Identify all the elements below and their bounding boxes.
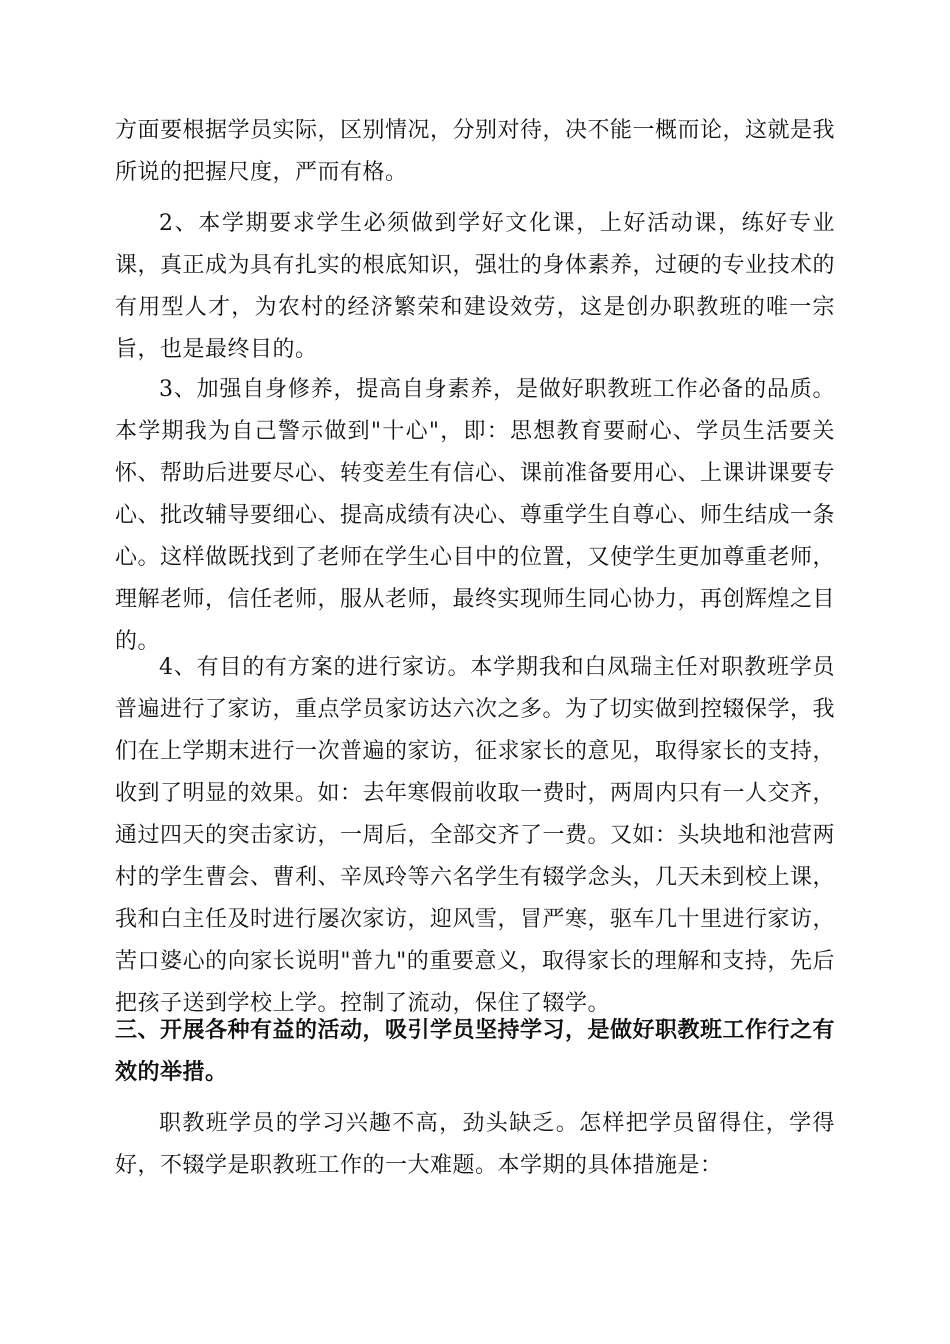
paragraph-item-3: 3、加强自身修养，提高自身素养，是做好职教班工作必备的品质。本学期我为自己警示做到"十心"，即：思想教育要耐心、学员生活要关怀、帮助后进要尽心、转变差生有信心、课前准备要用心、上课讲课要专心、批改辅导要细心、提高成绩有决心、尊重学生自尊心、师生结成一条心。这样做既找到了老师在学生心目中的位置，又使学生更加尊重老师，理解老师，信任老师，服从老师，最终实现师生同心协力，再创辉煌之目的。 (115, 377, 836, 654)
paragraph-section-3-intro: 职教班学员的学习兴趣不高，劲头缺乏。怎样把学员留得住，学得好，不辍学是职教班工作的一大难题。本学期的具体措施是： (115, 1111, 835, 1178)
section-heading-3: 三、开展各种有益的活动，吸引学员坚持学习，是做好职教班工作行之有效的举措。 (115, 1018, 836, 1085)
paragraph-continuation: 方面要根据学员实际，区别情况，分别对待，决不能一概而论，这就是我所说的把握尺度，严而有格。 (115, 118, 836, 185)
paragraph-item-2: 2、本学期要求学生必须做到学好文化课，上好活动课，练好专业课，真正成为具有扎实的根底知识，强壮的身体素养，过硬的专业技术的有用型人才，为农村的经济繁荣和建设效劳，这是创办职教班的唯一宗旨，也是最终目的。 (115, 211, 836, 362)
paragraph-item-4: 4、有目的有方案的进行家访。本学期我和白凤瑞主任对职教班学员普遍进行了家访，重点学员家访达六次之多。为了切实做到控辍保学，我们在上学期末进行一次普遍的家访，征求家长的意见，取得家长的支持，收到了明显的效果。如：去年寒假前收取一费时，两周内只有一人交齐，通过四天的突击家访，一周后，全部交齐了一费。又如：头块地和池营两村的学生曹会、曹利、辛凤玲等六名学生有辍学念头，几天未到校上课，我和白主任及时进行屡次家访，迎风雪，冒严寒，驱车几十里进行家访，苦口婆心的向家长说明"普九"的重要意义，取得家长的理解和支持，先后把孩子送到学校上学。控制了流动，保住了辍学。 (115, 655, 836, 1016)
